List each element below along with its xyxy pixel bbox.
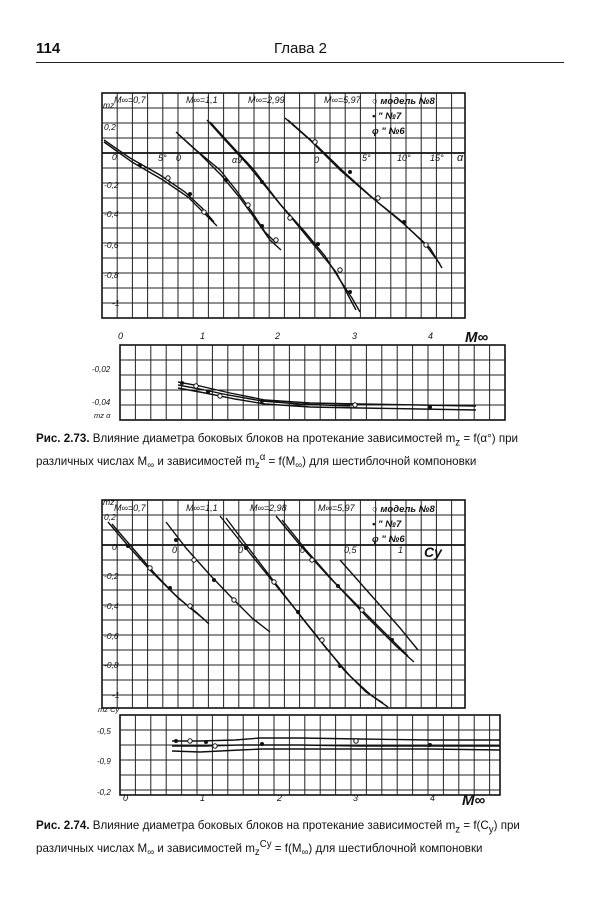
caption-sup: α [259, 452, 266, 464]
data-point [428, 743, 432, 747]
caption-sub: z [254, 460, 260, 472]
header-row-labels [114, 95, 436, 137]
figure-2-73 [0, 85, 600, 425]
lower-y-labels [92, 365, 111, 420]
caption-fig-2-73 [36, 431, 564, 473]
lower-y-labels [97, 705, 120, 797]
data-point [424, 243, 428, 247]
alpha-tick: α9 [232, 155, 243, 165]
data-point [218, 394, 222, 398]
lower-y-symbol: mz α [94, 411, 111, 420]
mach-label-4: M∞=5,97 [324, 95, 361, 105]
cy-tick: 1 [398, 545, 404, 555]
data-point [260, 224, 264, 228]
page-number: 114 [36, 40, 61, 57]
mach-label-3: M∞=2,99 [248, 95, 285, 105]
alpha-tick: 0 [176, 153, 182, 163]
legend-item-2: • " №7 [372, 519, 402, 530]
data-point [260, 180, 264, 184]
mach-label-2: M∞=1,1 [186, 503, 218, 513]
caption-text: Влияние диаметра боковых блоков на протекание зависимостей m [89, 432, 456, 445]
caption-text: ) для шестиблочной компоновки [308, 842, 483, 856]
data-point [402, 220, 406, 224]
lower-plot-grid [120, 345, 505, 420]
upper-plot-grid [102, 93, 465, 318]
data-point [320, 638, 324, 642]
y-tick: -0,2 [104, 180, 119, 190]
y-tick: -0,8 [104, 270, 119, 280]
data-point [288, 216, 292, 220]
caption-sub: ∞ [147, 847, 155, 859]
caption-lead: Рис. 2.74. [36, 819, 90, 832]
data-point [202, 210, 206, 214]
y-tick: 0,2 [104, 512, 116, 522]
caption-sub: z [455, 824, 461, 836]
caption-lead: Рис. 2.73. [36, 432, 90, 445]
mach-axis-label: M∞ [465, 329, 489, 346]
y-axis-symbol: mz [103, 100, 115, 110]
upper-plot-grid [102, 500, 465, 708]
mach-tick: 0 [123, 793, 129, 803]
data-point [348, 170, 352, 174]
mach-tick: 1 [200, 331, 206, 341]
mach-label-1: M∞=0,7 [114, 95, 146, 105]
mach-tick: 3 [353, 793, 359, 803]
grid-frame [102, 500, 465, 708]
data-point [212, 578, 216, 582]
caption-sup: Cy [259, 839, 272, 851]
data-point [188, 739, 192, 743]
mach-axis-label: M∞ [462, 792, 486, 809]
y-tick: -0,6 [104, 240, 119, 250]
y-tick: 0 [112, 542, 117, 552]
data-point [336, 584, 340, 588]
legend-item-2: • " №7 [372, 111, 402, 122]
data-point [316, 242, 320, 246]
data-point [274, 238, 278, 242]
mach-tick: 3 [352, 331, 358, 341]
data-point [260, 399, 264, 403]
caption-text: и зависимостей m [154, 455, 255, 469]
mach-label-2: M∞=1,1 [186, 95, 218, 105]
data-point [206, 390, 210, 394]
cy-tick: 0 [300, 545, 306, 555]
data-point [296, 610, 300, 614]
mach-axis-labels [118, 329, 488, 346]
mach-tick: 2 [275, 331, 281, 341]
y-tick: 0 [112, 152, 117, 162]
data-point [188, 604, 192, 608]
caption-sub: ∞ [301, 847, 309, 859]
alpha-tick: 10° [397, 153, 411, 163]
data-point [204, 740, 208, 744]
mach-tick: 4 [430, 793, 436, 803]
alpha-tick: 5° [362, 153, 371, 163]
mach-tick: 4 [428, 331, 434, 341]
chapter-title: Глава 2 [274, 40, 328, 57]
caption-sub: y [488, 824, 494, 836]
legend-item-1: ○ модель №8 [372, 504, 435, 515]
data-point [338, 664, 342, 668]
data-point [148, 566, 152, 570]
caption-text: = f(C [460, 819, 489, 832]
caption-text: ) при различных числах M [36, 819, 520, 856]
mach-label-3: M∞=2,98 [250, 503, 287, 513]
caption-text: ) для шестиблочной компоновки [302, 455, 477, 469]
mach-tick: 1 [200, 793, 206, 803]
data-point [232, 598, 236, 602]
data-point [138, 163, 142, 167]
data-curve [210, 122, 360, 312]
data-point [428, 405, 432, 409]
lower-curves [178, 381, 476, 410]
grid-frame [102, 93, 465, 318]
mach-tick: 0 [118, 331, 124, 341]
mach-label-1: M∞=0,7 [114, 503, 146, 513]
data-curve [112, 524, 209, 624]
data-point [192, 558, 196, 562]
lower-y-tick: -0,2 [97, 788, 111, 797]
caption-sub: z [455, 437, 461, 449]
figure-2-74 [0, 492, 600, 810]
alpha-tick: 5° [158, 153, 167, 163]
caption-text: Влияние диаметра боковых блоков на протекание зависимостей m [89, 819, 456, 832]
lower-y-tick: -0,9 [97, 757, 111, 766]
data-point [194, 384, 198, 388]
data-point [260, 742, 264, 746]
lower-y-tick: -0,02 [92, 365, 111, 374]
data-point [213, 744, 217, 748]
mach-label-4: M∞=5,97 [318, 503, 355, 513]
y-tick: -1 [112, 690, 120, 700]
cy-tick: 0 [238, 545, 244, 555]
data-point [313, 140, 317, 144]
lower-y-tick: -0,5 [97, 727, 111, 736]
y-tick: -0,4 [104, 601, 119, 611]
data-point [272, 580, 276, 584]
data-point [188, 192, 192, 196]
cy-tick: 0,5 [344, 545, 357, 555]
alpha-tick: 15° [430, 153, 444, 163]
caption-sub: z [254, 847, 260, 859]
caption-sub: ∞ [295, 460, 303, 472]
caption-fig-2-74 [36, 818, 564, 860]
data-point [174, 739, 178, 743]
lower-y-tick: -0,04 [92, 398, 111, 407]
y-tick: -0,2 [104, 571, 119, 581]
cy-tick: 0 [172, 545, 178, 555]
caption-sub: ∞ [147, 460, 155, 472]
data-point [244, 546, 248, 550]
data-curve [288, 120, 442, 268]
data-point [360, 608, 364, 612]
data-point [126, 544, 130, 548]
alpha-tick: 0 [314, 155, 320, 165]
data-curve [207, 120, 356, 310]
mach-tick: 2 [277, 793, 283, 803]
grid-frame [120, 345, 505, 420]
data-point [166, 176, 170, 180]
data-point [348, 290, 352, 294]
caption-text: = f(M [265, 455, 296, 469]
lower-plot-grid [120, 715, 500, 795]
y-tick: -0,4 [104, 209, 119, 219]
y-tick: 0,2 [104, 122, 116, 132]
data-point [353, 403, 357, 407]
data-point [338, 268, 342, 272]
legend-item-3: φ " №6 [372, 126, 405, 137]
legend-item-3: φ " №6 [372, 534, 405, 545]
lower-y-symbol: mz Cy [98, 705, 120, 714]
caption-text: и зависимостей m [154, 842, 255, 856]
caption-text: = f(M [271, 842, 302, 856]
y-tick: -0,8 [104, 660, 119, 670]
data-curve [285, 118, 440, 264]
y-tick: -1 [112, 298, 120, 308]
data-point [246, 203, 250, 207]
data-point [376, 196, 380, 200]
y-axis-symbol: mz [103, 497, 115, 507]
data-point [390, 638, 394, 642]
data-point [168, 586, 172, 590]
y-tick: -0,6 [104, 631, 119, 641]
alpha-symbol: α [457, 152, 464, 164]
running-header [36, 38, 564, 63]
header-row-labels [114, 503, 436, 545]
cy-symbol: Cy [424, 544, 442, 560]
data-point [354, 739, 358, 743]
data-point [224, 178, 228, 182]
data-point [180, 381, 184, 385]
data-point [310, 558, 314, 562]
caption-text: = f(α°) при различных числах M [36, 432, 519, 469]
legend-item-1: ○ модель №8 [372, 96, 435, 107]
data-point [174, 538, 178, 542]
